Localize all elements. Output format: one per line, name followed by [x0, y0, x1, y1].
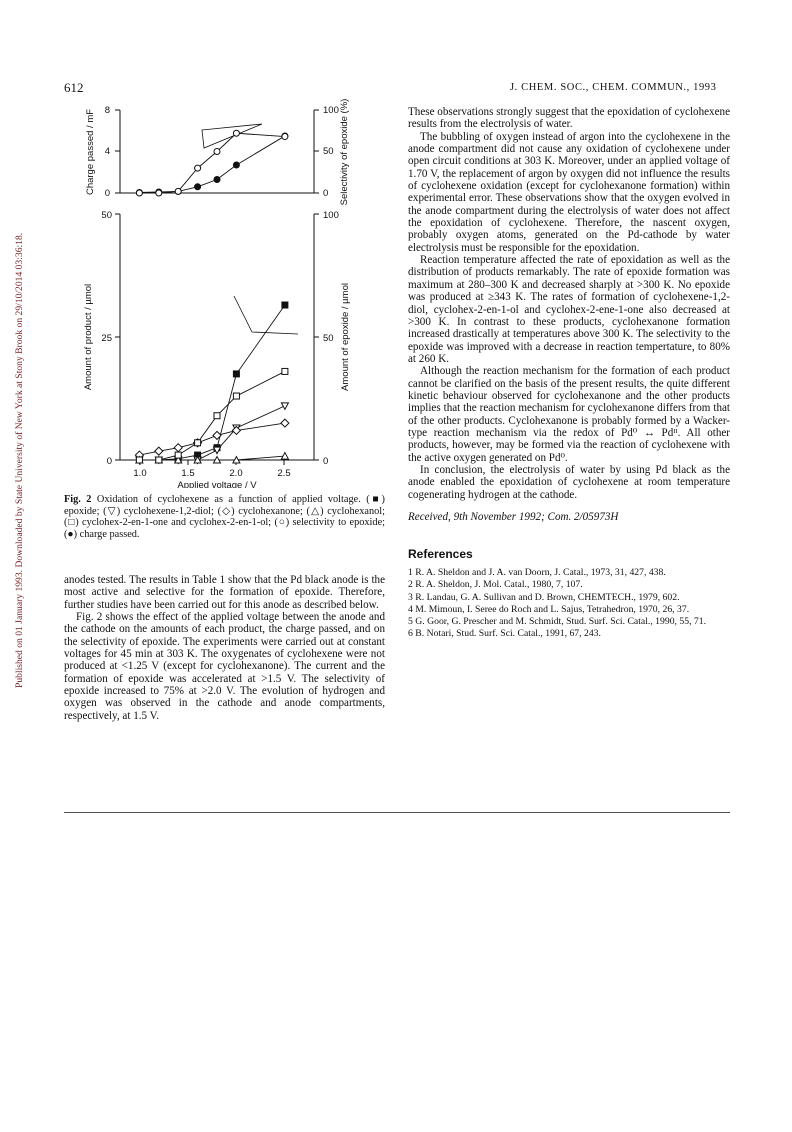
figure-caption — [64, 494, 385, 540]
page-number: 612 — [64, 80, 84, 95]
paragraph: Reaction temperature affected the rate of epoxidation as well as the distribution of products remarkably. The rate of epoxide formation was maximum at 280–300 K and decreased sharply at >300 K. No epoxide was produced at ≥343 K. The rates of formation of cyclohexene-1,2-diol, cyclohex-2-en-1-ol and cyclohex-2-ene-1-one also decreased at >300 K. In contrast to these products, cyclohexanone formation increased drastically at temperatures above 300 K. The selectivity to the epoxide was improved with a decrease in reaction tempertature, to 80% at 260 K. — [408, 254, 730, 365]
paragraph: These observations strongly suggest that the epoxidation of cyclohexene results from the electrolysis of water. — [408, 106, 730, 131]
open-square-marker — [233, 393, 239, 399]
bottom-right-axis-label: Amount of epoxide / µmol — [340, 283, 351, 391]
open-diamond-marker — [174, 444, 182, 452]
received-line: Received, 9th November 1992; Com. 2/05973H — [408, 511, 619, 523]
open-circle-marker — [136, 190, 142, 196]
figure-2-plot — [56, 96, 386, 488]
filled-circle-marker — [233, 162, 239, 168]
x-tick: 1.5 — [181, 468, 195, 479]
chart-marks — [135, 130, 289, 463]
top-right-axis-label: Selectivity of epoxide (%) — [339, 98, 350, 206]
x-tick: 2.0 — [229, 468, 243, 479]
open-circle-marker — [195, 165, 201, 171]
bottom-left-tick: 50 — [101, 210, 112, 221]
filled-square-marker — [233, 371, 239, 377]
left-column — [64, 574, 385, 722]
top-right-tick: 50 — [323, 146, 334, 157]
filled-circle-marker — [214, 177, 220, 183]
top-left-tick: 8 — [104, 105, 110, 116]
open-square-marker — [195, 440, 201, 446]
bottom-right-tick: 0 — [323, 456, 329, 467]
top-left-axis-label: Charge passed / mF — [85, 108, 96, 196]
open-circle-marker — [214, 149, 220, 155]
download-stamp-text: Published on 01 January 1993. Downloaded by State University of New York at Stony Brook on 29/10/2014 03:36:18. — [14, 232, 25, 688]
reference-item: 4 M. Mimoun, I. Seree do Roch and L. Sajus, Tetrahedron, 1970, 26, 37. — [408, 603, 690, 615]
paragraph: Although the reaction mechanism for the formation of each product cannot be clarified on the basis of the present results, the quite different kinetic behaviour observed for cyclohexanone and the other products implies that the reaction mechanism for cyclohexanone differs from that of the other products. Cyclohexanone is probably formed by a Wacker-type reaction mechanism via the redox of Pd⁰ ↔ Pdᴵᴵ. All other products, however, may be formed via the reaction of cyclohexene with the active oxygen generated on Pd⁰. — [408, 365, 730, 464]
open-circle-marker — [233, 130, 239, 136]
filled-square-marker — [282, 302, 288, 308]
open-circle-marker — [175, 188, 181, 194]
reference-item: 2 R. A. Sheldon, J. Mol. Catal., 1980, 7, 107. — [408, 579, 583, 591]
top-left-tick: 0 — [104, 188, 110, 199]
x-tick: 1.0 — [133, 468, 147, 479]
top-right-tick: 0 — [323, 188, 329, 199]
footer-rule — [64, 812, 730, 813]
top-right-tick: 100 — [323, 105, 339, 116]
reference-item: 1 R. A. Sheldon and J. A. van Doorn, J. Catal., 1973, 31, 427, 438. — [408, 567, 666, 578]
bottom-left-tick: 25 — [101, 333, 112, 344]
open-down-triangle-marker — [281, 403, 288, 410]
open-diamond-marker — [281, 419, 289, 427]
right-column — [408, 106, 730, 641]
open-diamond-marker — [232, 426, 240, 434]
open-square-marker — [136, 457, 142, 463]
open-square-marker — [175, 452, 181, 458]
bottom-left-axis-label: Amount of product / µmol — [83, 283, 94, 391]
open-circle-marker — [282, 134, 288, 140]
references-list — [408, 567, 730, 640]
top-left-tick: 4 — [104, 146, 110, 157]
paragraph: The bubbling of oxygen instead of argon into the cyclohexene in the anode compartment did not cause any oxidation of cyclohexene under open circuit conditions at 303 K. Moreover, under an applied voltage of 1.70 V, the replacement of argon by oxygen did not influence the results of cyclohexene oxidation (except for cyclohexanone formation) within experimental error. These observations show that the oxygen evolved in the anode compartment during the electrolysis of water does not affect the epoxidation of cyclohexene. Therefore, the nascent oxygen, probably oxygen atoms, generated on the Pd-cathode by water electrolysis must be responsible for the epoxidation. — [408, 130, 730, 254]
paragraph: Fig. 2 shows the effect of the applied voltage between the anode and the cathode on the amounts of each product, the charge passed, and on the selectivity of epoxide. The experiments were carried out at constant voltages for 45 min at 303 K. The oxygenates of cyclohexene were not produced at <1.25 V (except for cyclohexanone). The current and the formation of epoxide was accelerated at >1.5 V. The selectivity of epoxide increased to 75% at >2.0 V. The evolution of hydrogen and oxygen was observed in the cathode and anode compartments, respectively, at 1.5 V. — [64, 611, 385, 722]
caption-text: Oxidation of cyclohexene as a function of applied voltage. (■) epoxide; (▽) cyclohexene-1,2-diol; (◇) cyclohexanone; (△) cyclohexanol; (□) cyclohex-2-en-1-one and cyclohex-2-en-1-ol; (○) selectivity to epoxide; (●) charge passed. — [64, 494, 385, 540]
open-square-marker — [282, 368, 288, 374]
open-square-marker — [156, 457, 162, 463]
bottom-left-tick: 0 — [106, 456, 112, 467]
bottom-right-tick: 50 — [323, 333, 334, 344]
reference-item: 6 B. Notari, Stud. Surf. Sci. Catal., 1991, 67, 243. — [408, 628, 601, 640]
x-axis-label: Applied voltage / V — [177, 480, 257, 488]
open-square-marker — [214, 413, 220, 419]
paragraph: In conclusion, the electrolysis of water by using Pd black as the anode enabled the epoxidation of cyclohexene at room temperature cogenerating hydrogen at the cathode. — [408, 463, 730, 501]
paragraph: anodes tested. The results in Table 1 show that the Pd black anode is the most active and selective for the formation of epoxide. Therefore, further studies have been carried out for this anode as described below. — [64, 574, 385, 611]
figure-2 — [56, 96, 386, 488]
journal-header: J. CHEM. SOC., CHEM. COMMUN., 1993 — [510, 82, 717, 93]
download-stamp — [2, 180, 25, 690]
x-tick: 2.5 — [277, 468, 291, 479]
open-circle-series-line — [139, 133, 285, 193]
filled-circle-marker — [195, 184, 201, 190]
reference-item: 5 G. Goor, G. Prescher and M. Schmidt, Stud. Surf. Sci. Catal., 1990, 55, 71. — [408, 616, 707, 628]
references-heading: References — [408, 547, 473, 561]
caption-label: Fig. 2 — [64, 494, 92, 505]
bottom-right-tick: 100 — [323, 210, 339, 221]
open-diamond-marker — [155, 447, 163, 455]
open-circle-marker — [156, 190, 162, 196]
reference-item: 3 R. Landau, G. A. Sullivan and D. Brown, CHEMTECH., 1979, 602. — [408, 591, 680, 603]
selectivity-arrow — [202, 124, 262, 148]
